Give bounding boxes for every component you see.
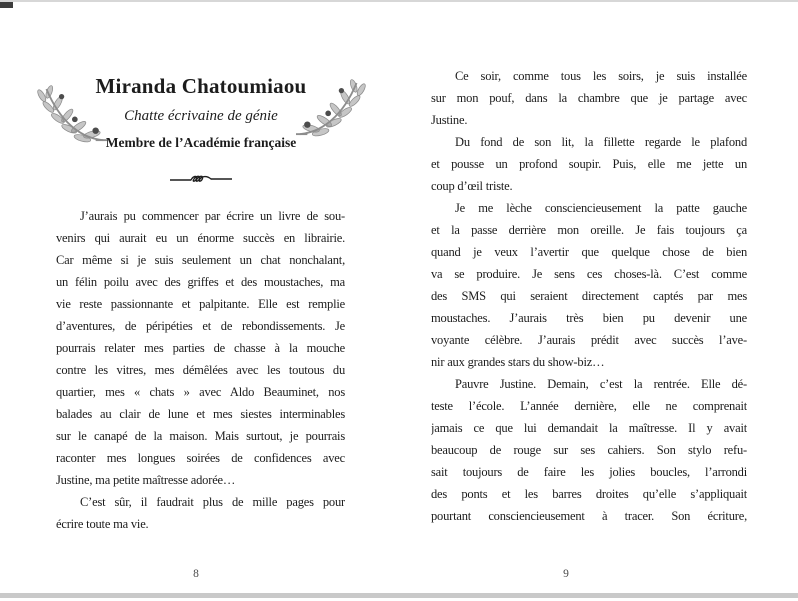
text-line: quartier, mes « chats » avec Aldo Beauminet, nos — [56, 385, 345, 399]
page-number-right: 9 — [563, 568, 569, 580]
paragraph — [56, 491, 345, 535]
text-line: Ce soir, comme tous les soirs, je suis installée — [455, 69, 747, 83]
text-line: Je me lèche consciencieusement la patte gauche — [455, 201, 747, 215]
text-line: moustaches. J’aurais très bien pu devenir une — [431, 311, 747, 325]
text-line: sur mon pouf, dans la chambre que je partage avec — [431, 91, 747, 105]
text-line: beaucoup de rouge sur ses cahiers. Son stylo refu- — [431, 443, 747, 457]
text-line: quand je veux l’avertir que quelque chose de bien — [431, 245, 747, 259]
paragraph — [431, 65, 747, 131]
text-line: écrire toute ma vie. — [56, 517, 149, 531]
text-line: raconter mes longues soirées de confidences avec — [56, 451, 345, 465]
text-line: d’aventures, de péripéties et de rebondissements. Je — [56, 319, 345, 333]
left-page-text — [56, 205, 345, 535]
text-line: Justine, ma petite maîtresse adorée… — [56, 473, 236, 487]
text-line: vie reste passionnante et palpitante. Elle est remplie — [56, 297, 345, 311]
text-line: pourtant consciencieusement à tracer. Son écriture, — [431, 509, 747, 523]
paragraph — [56, 205, 345, 491]
text-line: coup d’œil triste. — [431, 179, 513, 193]
text-line: un félin poilu avec des griffes et des moustaches, ma — [56, 275, 345, 289]
author-role: Chatte écrivaine de génie — [124, 108, 278, 124]
text-line: sait toujours de faire les jolies boucles, l’arrondi — [431, 465, 747, 479]
text-line: pourrais relater mes parties de chasse à la mouche — [56, 341, 345, 355]
text-line: va se produire. Je sens ces choses-là. C’est comme — [431, 267, 747, 281]
text-line: teste l’école. L’année dernière, elle ne comprenait — [431, 399, 747, 413]
author-name: Miranda Chatoumiaou — [95, 74, 307, 98]
text-line: sur le canapé de la maison. Mais surtout, je pourrais — [56, 429, 345, 443]
text-line: balades au clair de lune et mes siestes interminables — [56, 407, 345, 421]
text-line: Du fond de son lit, la fillette regarde le plafond — [455, 135, 747, 149]
text-line: Justine. — [431, 113, 468, 127]
text-line: voyante célèbre. J’aurais prédit avec succès l’ave- — [431, 333, 747, 347]
olive-branch-icon — [296, 76, 366, 162]
text-line: venirs qui aurait eu un énorme succès en librairie. — [56, 231, 345, 245]
page-number-left: 8 — [193, 568, 199, 580]
paragraph — [431, 131, 747, 197]
text-line: J’aurais pu commencer par écrire un livre de sou- — [80, 209, 345, 223]
author-affiliation: Membre de l’Académie française — [105, 135, 297, 150]
right-page-text — [431, 65, 747, 527]
text-line: Car même si je suis seulement un chat nonchalant, — [56, 253, 345, 267]
text-line: Pauvre Justine. Demain, c’est la rentrée. Elle dé- — [455, 377, 747, 391]
text-line: des ponts et les barres droites qu’elle s’appliquait — [431, 487, 747, 501]
rope-twist-divider-icon — [170, 174, 232, 185]
text-line: des SMS qui seraient directement captés par mes — [431, 289, 747, 303]
section-divider — [40, 172, 362, 190]
paragraph — [431, 373, 747, 527]
text-line: contre les vitres, mes démêlées avec les toutous du — [56, 363, 345, 377]
right-page — [400, 0, 798, 601]
text-line: C’est sûr, il faudrait plus de mille pages pour — [80, 495, 345, 509]
text-line: nir aux grandes stars du show-biz… — [431, 355, 605, 369]
text-line: et la passe derrière mon oreille. Je fais toujours ça — [431, 223, 747, 237]
text-line: jamais ce que lui demandait la maîtresse. Il y avait — [431, 421, 747, 435]
paragraph — [431, 197, 747, 373]
text-line: et pousse un profond soupir. Puis, elle me jette un — [431, 157, 747, 171]
chapter-header — [40, 70, 362, 195]
